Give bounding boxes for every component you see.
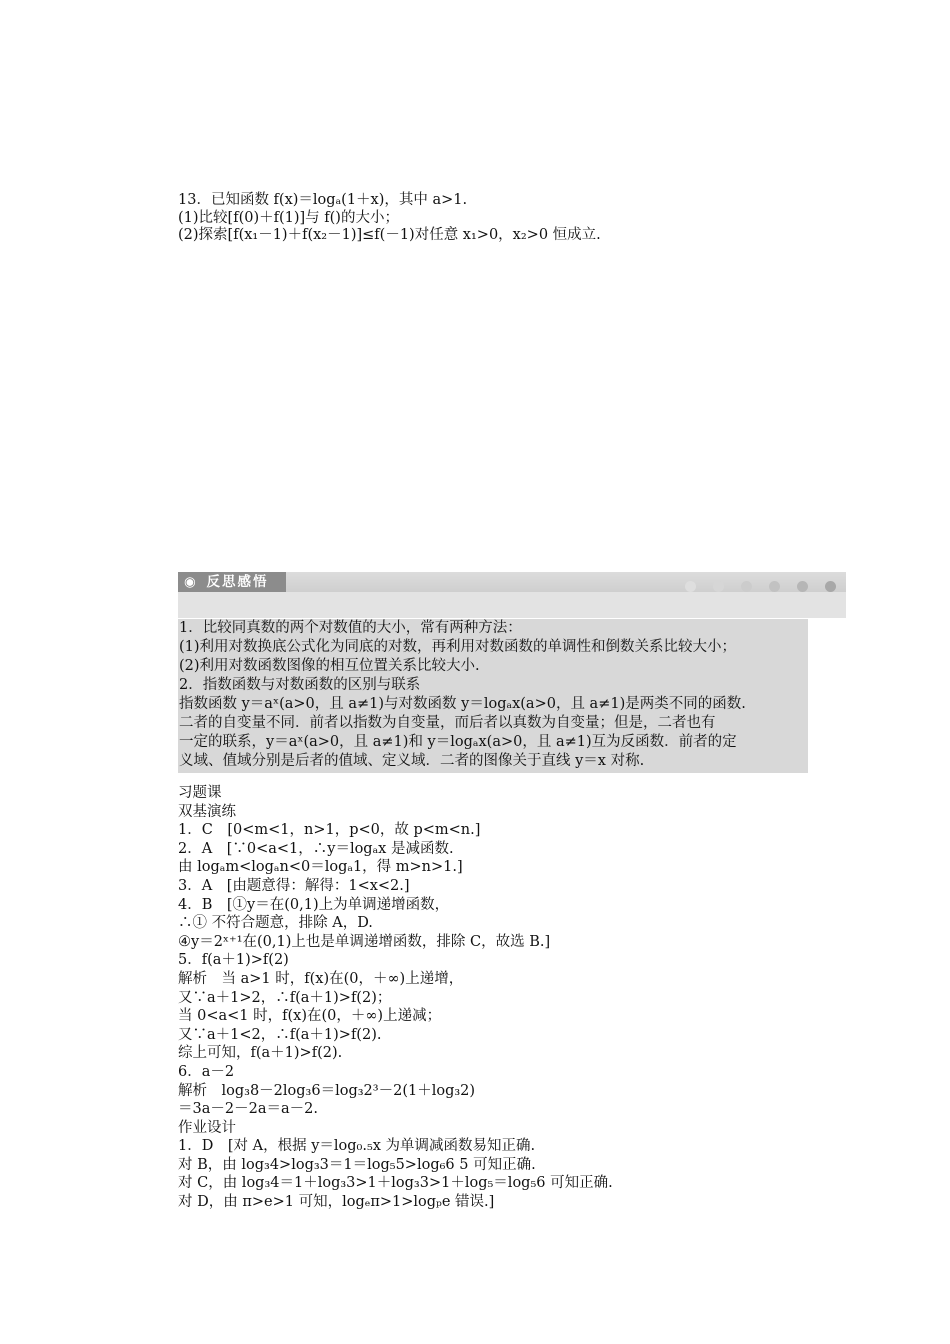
reflection-line: (2)利用对数函数图像的相互位置关系比较大小. <box>179 658 480 674</box>
reflection-line: (1)利用对数换底公式化为同底的对数，再利用对数函数的单调性和倒数关系比较大小； <box>179 639 737 655</box>
reflection-line: 1．比较同真数的两个对数值的大小，常有两种方法： <box>179 620 522 636</box>
answer-line: 2．A [∵0<a<1，∴y＝logₐx 是减函数. <box>178 840 454 857</box>
reflection-content <box>178 619 808 773</box>
answers-section <box>178 784 613 1212</box>
answer-line: 1．D [对 A，根据 y＝log₀.₅x 为单调减函数易知正确. <box>178 1138 536 1155</box>
answer-line: ＝3a－2－2a＝a－2. <box>178 1101 318 1118</box>
dot-icon <box>825 581 836 592</box>
answer-line: 习题课 <box>178 785 222 801</box>
reflection-title: 反思感悟 <box>206 574 269 590</box>
answer-line: 又∵a＋1<2，∴f(a＋1)>f(2). <box>178 1026 382 1043</box>
dot-icon <box>713 581 724 592</box>
answer-line: 5．f(a＋1)>f(2) <box>178 952 289 969</box>
answer-line: ④y＝2ˣ⁺¹在(0,1)上也是单调递增函数，排除 C，故选 B.] <box>178 933 551 950</box>
dot-icon <box>685 581 696 592</box>
dot-icon <box>769 581 780 592</box>
answer-line: 6．a－2 <box>178 1063 235 1080</box>
answer-line: 综上可知，f(a＋1)>f(2). <box>178 1045 343 1062</box>
answer-line: 由 logₐm<logₐn<0＝logₐ1，得 m>n>1.] <box>178 859 463 876</box>
reflection-title-tab <box>178 572 286 592</box>
problem-line: (2)探索[f(x₁－1)＋f(x₂－1)]≤f(－1)对任意 x₁>0，x₂>0 恒成立. <box>178 227 601 243</box>
answer-line: 解析 当 a>1 时，f(x)在(0，＋∞)上递增， <box>178 970 464 987</box>
reflection-header-strip <box>178 572 846 592</box>
reflection-line: 2．指数函数与对数函数的区别与联系 <box>179 677 421 693</box>
reflection-line: 义域、值域分别是后者的值域、定义域．二者的图像关于直线 y＝x 对称. <box>179 753 645 769</box>
dot-icon <box>741 581 752 592</box>
answer-line: 当 0<a<1 时，f(x)在(0，＋∞)上递减； <box>178 1008 442 1025</box>
decorative-dots <box>673 577 836 588</box>
answer-line: 双基演练 <box>178 803 236 820</box>
problem-13 <box>178 192 601 245</box>
problem-line: (1)比较[f(0)＋f(1)]与 f()的大小； <box>178 209 399 226</box>
answer-line: 对 D，由 π>e>1 可知，logₑπ>1>logₚe 错误.] <box>178 1194 495 1211</box>
reflection-line: 二者的自变量不同．前者以指数为自变量，而后者以真数为自变量；但是，二者也有 <box>179 715 716 731</box>
dot-icon <box>797 581 808 592</box>
problem-line: 13．已知函数 f(x)＝logₐ(1＋x)，其中 a>1. <box>178 192 468 208</box>
target-bullet-icon: ◉ <box>184 574 198 590</box>
answer-line: 对 C，由 log₃4＝1＋log₃3>1＋log₃3>1＋log₅＝log₅6 可知正确. <box>178 1175 613 1192</box>
reflection-line: 一定的联系，y＝aˣ(a>0，且 a≠1)和 y＝logₐx(a>0，且 a≠1)互为反函数．前者的定 <box>179 734 737 750</box>
answer-line: 解析 log₃8－2log₃6＝log₃2³－2(1＋log₃2) <box>178 1082 476 1099</box>
answer-line: ∴① 不符合题意，排除 A，D. <box>178 915 373 932</box>
answer-line: 4．B [①y＝在(0,1)上为单调递增函数， <box>178 896 450 913</box>
answer-line: 3．A [由题意得：解得：1<x<2.] <box>178 877 410 894</box>
reflection-line: 指数函数 y＝aˣ(a>0，且 a≠1)与对数函数 y＝logₐx(a>0，且 a≠1)是两类不同的函数. <box>179 696 746 712</box>
reflection-header-bar <box>178 572 846 618</box>
answer-line: 对 B，由 log₃4>log₃3＝1＝log₅5>log₆6 5 可知正确. <box>178 1156 536 1173</box>
answer-line: 又∵a＋1>2，∴f(a＋1)>f(2)； <box>178 989 392 1006</box>
answer-line: 作业设计 <box>178 1119 236 1136</box>
answer-line: 1．C [0<m<1，n>1，p<0，故 p<m<n.] <box>178 822 481 839</box>
